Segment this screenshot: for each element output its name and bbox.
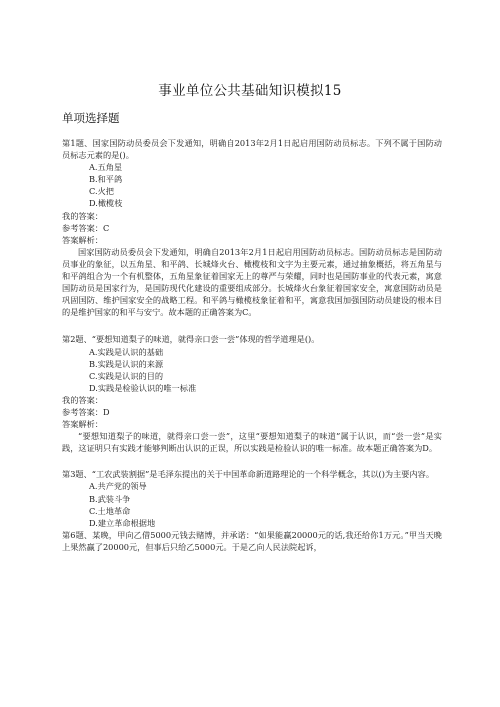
reference-answer: 参考答案：D [62, 406, 110, 417]
option-c: C.火把 [89, 186, 114, 197]
question-stem: 第2题、“要想知道梨子的味道，就得亲口尝一尝”体现的哲学道理是()。 [62, 334, 320, 345]
option-d: D.实践是检验认识的唯一标准 [89, 382, 197, 393]
option-a: A.共产党的领导 [89, 481, 147, 492]
page-title: 事业单位公共基础知识模拟15 [158, 83, 342, 99]
option-c: C.土地革命 [89, 505, 131, 516]
option-d: D.建立革命根据地 [89, 517, 156, 528]
question-3 [62, 468, 442, 528]
spacer [62, 454, 442, 468]
question-1 [62, 137, 442, 318]
question-2 [62, 333, 442, 454]
question-stem: 第1题、国家国防动员委员会下发通知，明确自2013年2月1日起启用国防动员标志。下列不属于国防动员标志元素的是()。 [62, 138, 442, 161]
my-answer-label: 我的答案： [62, 210, 103, 221]
spacer [62, 318, 442, 333]
option-b: B.武装斗争 [89, 493, 131, 504]
option-c: C.实践是认识的目的 [89, 370, 164, 381]
reference-answer: 参考答案：C [62, 222, 110, 233]
option-d: D.橄榄枝 [89, 198, 123, 209]
question-stem: 第6题、某晚，甲向乙借5000元钱去赌博，并承诺：“如果能赢20000元的话,我还给你1万元。”甲当天晚上果然赢了20000元，但事后只给乙5000元。于是乙向人民法院起诉， [62, 529, 442, 552]
analysis-label: 答案解析： [62, 234, 103, 245]
document-body [62, 137, 442, 553]
analysis-text: 国家国防动员委员会下发通知，明确自2013年2月1日起启用国防动员标志。国防动员标志是国防动员事业的象征，以五角星、和平鸽、长城烽火台、橄榄枝和文字为主要元素，通过抽象概括，将五角星与和平鸽组合为一个有机整体，五角星象征着国家无上的尊严与荣耀，同时也是国防事业的代表元素，寓意国防动员是国家行为，是国防现代化建设的重要组成部分。长城烽火台象征着国家安全，寓意国防动员是巩固国防、维护国家安全的战略工程。和平鸽与橄榄枝象征着和平，寓意我国加强国防动员建设的根本目的是维护国家的和平与安宁。故本题的正确答案为C。 [62, 246, 442, 318]
my-answer-label: 我的答案： [62, 394, 103, 405]
option-b: B.实践是认识的来源 [89, 358, 164, 369]
analysis-text: “要想知道梨子的味道，就得亲口尝一尝”，这里“要想知道梨子的味道”属于认识，而“尝一尝”是实践，这证明只有实践才能够判断出认识的正误，所以实践是检验认识的唯一标准。故本题正确答案为D。 [62, 431, 442, 454]
analysis-label: 答案解析： [62, 419, 103, 430]
option-b: B.和平鸽 [89, 174, 123, 185]
option-a: A.五角星 [89, 162, 123, 173]
option-a: A.实践是认识的基础 [89, 346, 164, 357]
question-6 [62, 529, 442, 553]
section-heading: 单项选择题 [62, 111, 120, 125]
question-stem: 第3题、“工农武装割据”是毛泽东提出的关于中国革命新道路理论的一个科学概念，其以()为主要内容。 [62, 469, 435, 480]
